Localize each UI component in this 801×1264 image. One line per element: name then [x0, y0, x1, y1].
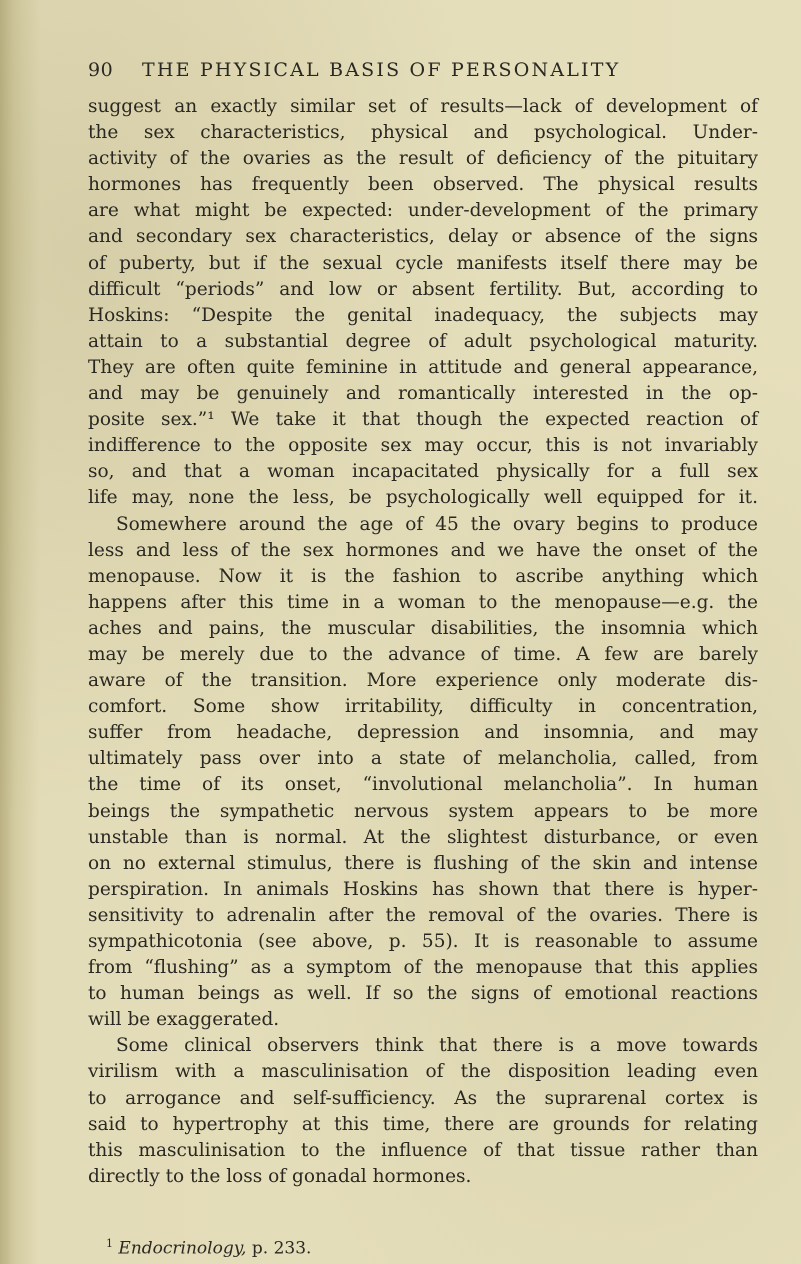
text-line: Hoskins: “Despite the genital inadequacy, the subjects may — [88, 304, 758, 326]
text-line: and secondary sex characteristics, delay or absence of the signs — [88, 226, 758, 248]
text-line: Somewhere around the age of 45 the ovary begins to produce — [116, 513, 758, 535]
text-line: ultimately pass over into a state of melancholia, called, from — [88, 748, 758, 770]
text-line: may be merely due to the advance of time. A few are barely — [88, 643, 758, 665]
text-line: menopause. Now it is the fashion to ascribe anything which — [88, 565, 758, 587]
text-line: aches and pains, the muscular disabilities, the insomnia which — [88, 617, 758, 639]
text-line: sympathicotonia (see above, p. 55). It is reasonable to assume — [88, 931, 758, 952]
text-line: the sex characteristics, physical and psychological. Under- — [88, 122, 758, 144]
text-line: virilism with a masculinisation of the disposition leading even — [88, 1061, 758, 1083]
text-line: happens after this time in a woman to the menopause—e.g. the — [88, 591, 758, 613]
page-header — [88, 59, 728, 93]
text-line: perspiration. In animals Hoskins has shown that there is hyper- — [88, 878, 758, 900]
footnote-title: Endocrinology, — [118, 1238, 247, 1259]
text-line: sensitivity to adrenalin after the removal of the ovaries. There is — [88, 904, 758, 926]
text-line: beings the sympathetic nervous system appears to be more — [88, 800, 758, 822]
text-line: this masculinisation to the influence of that tissue rather than — [88, 1139, 758, 1161]
text-line: directly to the loss of gonadal hormones. — [88, 1165, 472, 1187]
body-text — [88, 94, 758, 1190]
text-line: aware of the transition. More experience only moderate dis- — [88, 670, 758, 692]
text-line: comfort. Some show irritability, difficulty in concentration, — [88, 696, 758, 718]
text-line: indifference to the opposite sex may occur, this is not invariably — [88, 435, 758, 457]
footnote-marker: 1 — [106, 1237, 113, 1250]
footnote — [106, 1237, 311, 1259]
text-line: suffer from headache, depression and insomnia, and may — [88, 722, 758, 744]
text-line: hormones has frequently been observed. The physical results — [88, 174, 758, 196]
text-line: attain to a substantial degree of adult psychological maturity. — [88, 330, 758, 352]
text-line: so, and that a woman incapacitated physically for a full sex — [88, 461, 758, 483]
text-line: less and less of the sex hormones and we have the onset of the — [88, 539, 758, 561]
text-line: are what might be expected: under-development of the primary — [88, 200, 758, 222]
text-line: will be exaggerated. — [88, 1009, 280, 1031]
text-line: activity of the ovaries as the result of deficiency of the pituitary — [88, 148, 758, 170]
text-line: the time of its onset, “involutional melancholia”. In human — [88, 774, 758, 796]
text-line: Some clinical observers think that there is a move towards — [116, 1035, 758, 1057]
running-title: THE PHYSICAL BASIS OF PERSONALITY — [142, 59, 621, 81]
text-line: and may be genuinely and romantically interested in the op- — [88, 383, 758, 405]
text-line: of puberty, but if the sexual cycle manifests itself there may be — [88, 252, 758, 274]
text-line: to human beings as well. If so the signs of emotional reactions — [88, 983, 758, 1005]
footnote-page: p. 233. — [251, 1238, 312, 1259]
text-line: difficult “periods” and low or absent fertility. But, according to — [88, 278, 758, 300]
text-line: said to hypertrophy at this time, there are grounds for relating — [88, 1113, 758, 1135]
text-line: suggest an exactly similar set of results—lack of development of — [88, 96, 758, 117]
text-line: to arrogance and self-sufficiency. As the suprarenal cortex is — [88, 1087, 758, 1109]
text-line: on no external stimulus, there is flushing of the skin and intense — [88, 852, 758, 874]
text-line: unstable than is normal. At the slightest disturbance, or even — [88, 826, 758, 848]
text-line: They are often quite feminine in attitude and general appearance, — [88, 356, 758, 378]
text-line: from “flushing” as a symptom of the menopause that this applies — [88, 957, 758, 979]
text-line: life may, none the less, be psychologically well equipped for it. — [88, 487, 758, 509]
text-line: posite sex.”¹ We take it that though the expected reaction of — [88, 409, 758, 431]
page-number: 90 — [88, 59, 114, 81]
